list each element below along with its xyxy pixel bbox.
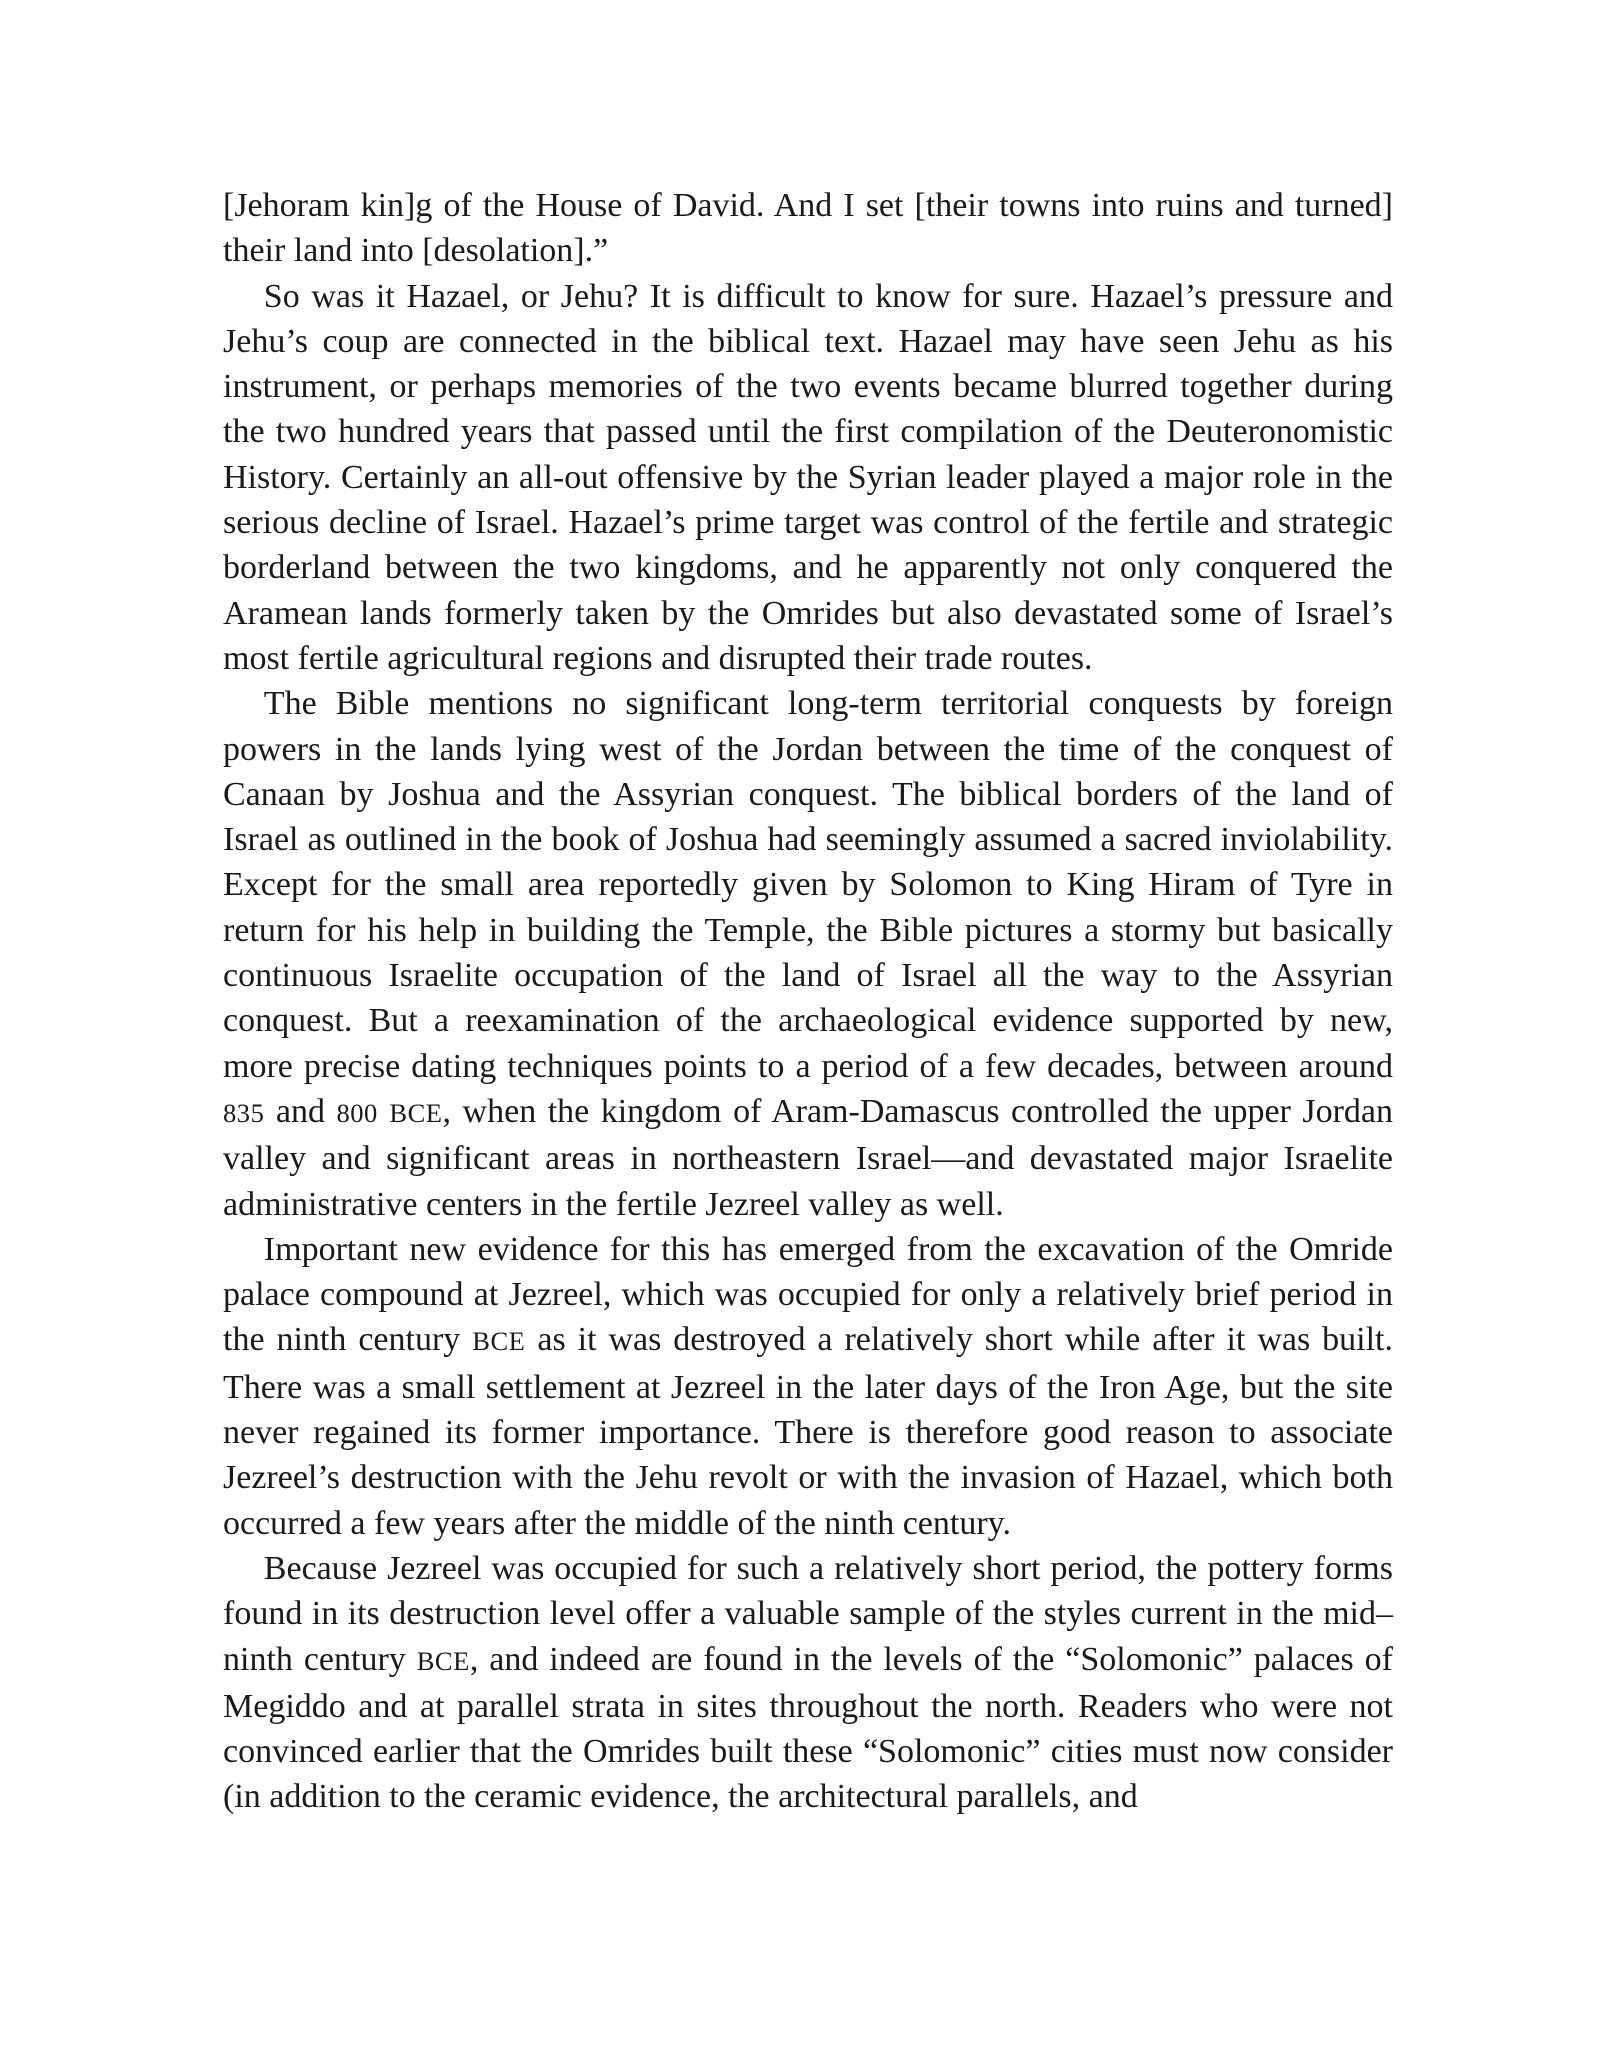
text-run: , and indeed are found in the levels of the “Solomonic” palaces of Megiddo and at parallel strata in sites throughout the north. Readers who were not convinced earlier that the Omrides built these “Solomonic” cities must now consider (in addition to the ceramic evidence, the architectural parallels, and	[223, 1640, 1393, 1816]
paragraph-pottery-forms	[223, 1546, 1393, 1820]
paragraph-continuation	[223, 183, 1393, 274]
small-caps-term: BCE	[389, 1097, 443, 1128]
text-run: The Bible mentions no significant long-term territorial conquests by foreign powers in the lands lying west of the Jordan between the time of the conquest of Canaan by Joshua and the Assyrian conquest. The biblical borders of the land of Israel as outlined in the book of Joshua had seemingly assumed a sacred inviolability. Except for the small area reportedly given by Solomon to King Hiram of Tyre in return for his help in building the Temple, the Bible pictures a stormy but basically continuous Israelite occupation of the land of Israel all the way to the Assyrian conquest. But a reexamination of the archaeological evidence supported by new, more precise dating techniques points to a period of a few decades, between around	[223, 685, 1393, 1085]
text-run: [Jehoram kin]g of the House of David. And I set [their towns into ruins and turned] their land into [desolation].”	[223, 187, 1393, 270]
paragraph-jezreel-evidence	[223, 1227, 1393, 1546]
text-run: So was it Hazael, or Jehu? It is difficult to know for sure. Hazael’s pressure and Jehu’s coup are connected in the biblical text. Hazael may have seen Jehu as his instrument, or perhaps memories of the two events became blurred together during the two hundred years that passed until the first compilation of the Deuteronomistic History. Certainly an all-out offensive by the Syrian leader played a major role in the serious decline of Israel. Hazael’s prime target was control of the fertile and strategic borderland between the two kingdoms, and he apparently not only conquered the Aramean lands formerly taken by the Omrides but also devastated some of Israel’s most fertile agricultural regions and disrupted their trade routes.	[223, 277, 1393, 677]
small-caps-term: 835	[223, 1097, 265, 1128]
text-run	[378, 1093, 390, 1130]
small-caps-term: BCE	[416, 1645, 470, 1676]
text-run: , when the kingdom of Aram-Damascus controlled the upper Jordan valley and significant areas in northeastern Israel—and devastated major Israelite administrative centers in the fertile Jezreel valley as well.	[223, 1092, 1394, 1223]
text-run: Because Jezreel was occupied for such a relatively short period, the pottery forms found in its destruction level offer a valuable sample of the styles current in the mid–ninth century	[223, 1549, 1393, 1678]
paragraph-territorial-conquests	[223, 681, 1393, 1227]
text-run: Important new evidence for this has emerged from the excavation of the Omride palace compound at Jezreel, which was occupied for only a relatively brief period in the ninth century	[223, 1230, 1393, 1359]
paragraph-hazael-or-jehu	[223, 274, 1393, 682]
small-caps-term: 800	[336, 1097, 378, 1128]
small-caps-term: BCE	[472, 1326, 526, 1357]
book-page-text	[223, 183, 1393, 1820]
text-run: as it was destroyed a relatively short while after it was built. There was a small settlement at Jezreel in the later days of the Iron Age, but the site never regained its former importance. There is therefore good reason to associate Jezreel’s destruction with the Jehu revolt or with the invasion of Hazael, which both occurred a few years after the middle of the ninth century.	[223, 1321, 1393, 1542]
text-run: and	[264, 1092, 337, 1130]
